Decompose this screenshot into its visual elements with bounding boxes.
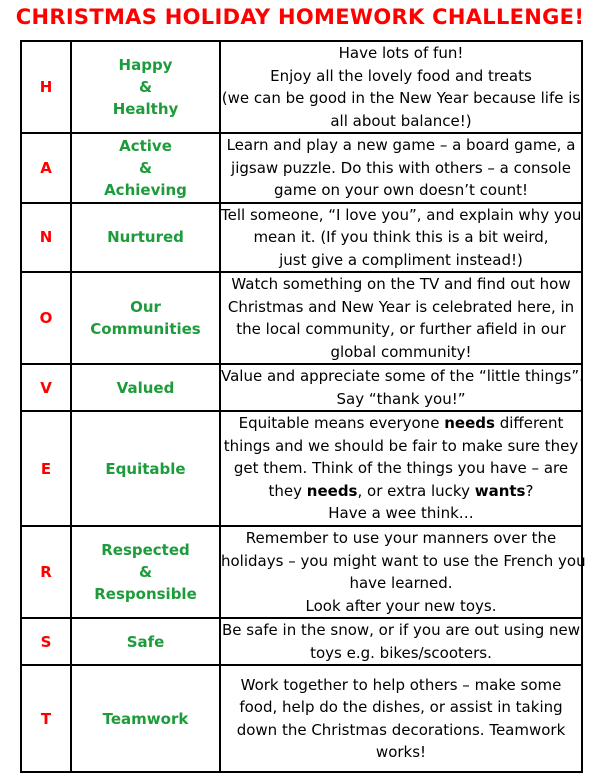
table-row — [21, 618, 582, 665]
value-line: Nurtured — [107, 228, 184, 247]
row-letter: H — [21, 41, 71, 133]
value-line: Safe — [126, 632, 165, 651]
row-description — [220, 203, 582, 273]
description-line: Value and appreciate some of the “little things”. — [221, 367, 584, 385]
value-line: Respected — [101, 541, 190, 559]
description-line: works! — [375, 743, 427, 761]
value-line: Achieving — [104, 180, 187, 199]
table-row — [21, 133, 582, 203]
table-row — [21, 665, 582, 772]
table-row — [21, 526, 582, 618]
row-value — [71, 618, 220, 665]
value-line: Teamwork — [102, 709, 189, 728]
description-line: Watch something on the TV and find out how — [231, 275, 571, 293]
value-line: & — [138, 158, 153, 177]
row-description — [220, 133, 582, 203]
table-row — [21, 272, 582, 364]
description-line: Be safe in the snow, or if you are out using new — [221, 621, 580, 639]
row-value — [71, 272, 220, 364]
description-line: holidays – you might want to use the French you — [221, 551, 586, 570]
description-line: mean it. (If you think this is a bit weird, — [253, 228, 549, 246]
value-line: Our — [130, 298, 161, 316]
table-row — [21, 364, 582, 411]
description-line: down the Christmas decorations. Teamwork — [236, 720, 566, 739]
description-line: Tell someone, “I love you”, and explain why you — [221, 205, 582, 224]
honovers-table — [20, 40, 586, 773]
row-letter: R — [21, 526, 71, 618]
value-line: Responsible — [94, 585, 197, 603]
value-line: Happy — [118, 56, 173, 74]
description-line: Have lots of fun! — [338, 44, 464, 62]
row-value — [71, 526, 220, 618]
description-line: food, help do the dishes, or assist in taking — [239, 698, 563, 716]
description-line: Say “thank you!” — [336, 389, 466, 408]
description-line: jigsaw puzzle. Do this with others – a console — [231, 158, 571, 177]
row-description — [220, 618, 582, 665]
description-line: (we can be good in the New Year because life is — [221, 89, 581, 107]
page-title: CHRISTMAS HOLIDAY HOMEWORK CHALLENGE! — [15, 5, 585, 29]
row-letter: V — [21, 364, 71, 411]
value-line: Active — [119, 136, 172, 155]
value-line: Communities — [90, 320, 201, 338]
description-line: have learned. — [349, 574, 453, 592]
row-value — [71, 203, 220, 273]
row-value — [71, 41, 220, 133]
description-line: Learn and play a new game – a board game, a — [226, 136, 576, 154]
description-line: Work together to help others – make some — [240, 675, 562, 694]
description-line: Enjoy all the lovely food and treats — [270, 66, 532, 85]
table-row — [21, 411, 582, 526]
row-value — [71, 411, 220, 526]
description-line: Equitable means everyone needs different — [238, 414, 564, 433]
row-letter: T — [21, 665, 71, 772]
description-line: things and we should be fair to make sure they — [223, 436, 579, 455]
description-line: get them. Think of the things you have – are — [233, 459, 569, 478]
description-line: Have a wee think… — [328, 504, 474, 523]
value-line: Valued — [116, 378, 175, 397]
description-line: Remember to use your manners over the — [245, 529, 557, 547]
description-line: toys e.g. bikes/scooters. — [310, 643, 492, 662]
description-line: they needs, or extra lucky wants? — [268, 481, 534, 500]
description-line: just give a compliment instead!) — [279, 250, 523, 269]
row-description — [220, 272, 582, 364]
row-description — [220, 364, 582, 411]
value-line: & — [138, 78, 153, 96]
description-line: global community! — [330, 342, 472, 361]
row-letter: O — [21, 272, 71, 364]
description-line: Look after your new toys. — [305, 596, 497, 615]
row-description — [220, 41, 582, 133]
value-line: Healthy — [112, 100, 179, 118]
description-line: all about balance!) — [330, 111, 472, 130]
row-value — [71, 364, 220, 411]
row-letter: A — [21, 133, 71, 203]
row-description — [220, 665, 582, 772]
value-line: & — [138, 563, 153, 581]
table-row — [21, 203, 582, 273]
description-line: the local community, or further afield in our — [236, 320, 566, 338]
row-letter: E — [21, 411, 71, 526]
row-letter: N — [21, 203, 71, 273]
row-description — [220, 411, 582, 526]
table-row — [21, 41, 582, 133]
description-line: game on your own doesn’t count! — [274, 181, 528, 199]
row-description — [220, 526, 586, 618]
row-value — [71, 665, 220, 772]
row-letter: S — [21, 618, 71, 665]
row-value — [71, 133, 220, 203]
value-line: Equitable — [105, 459, 186, 478]
description-line: Christmas and New Year is celebrated here, in — [227, 297, 575, 316]
